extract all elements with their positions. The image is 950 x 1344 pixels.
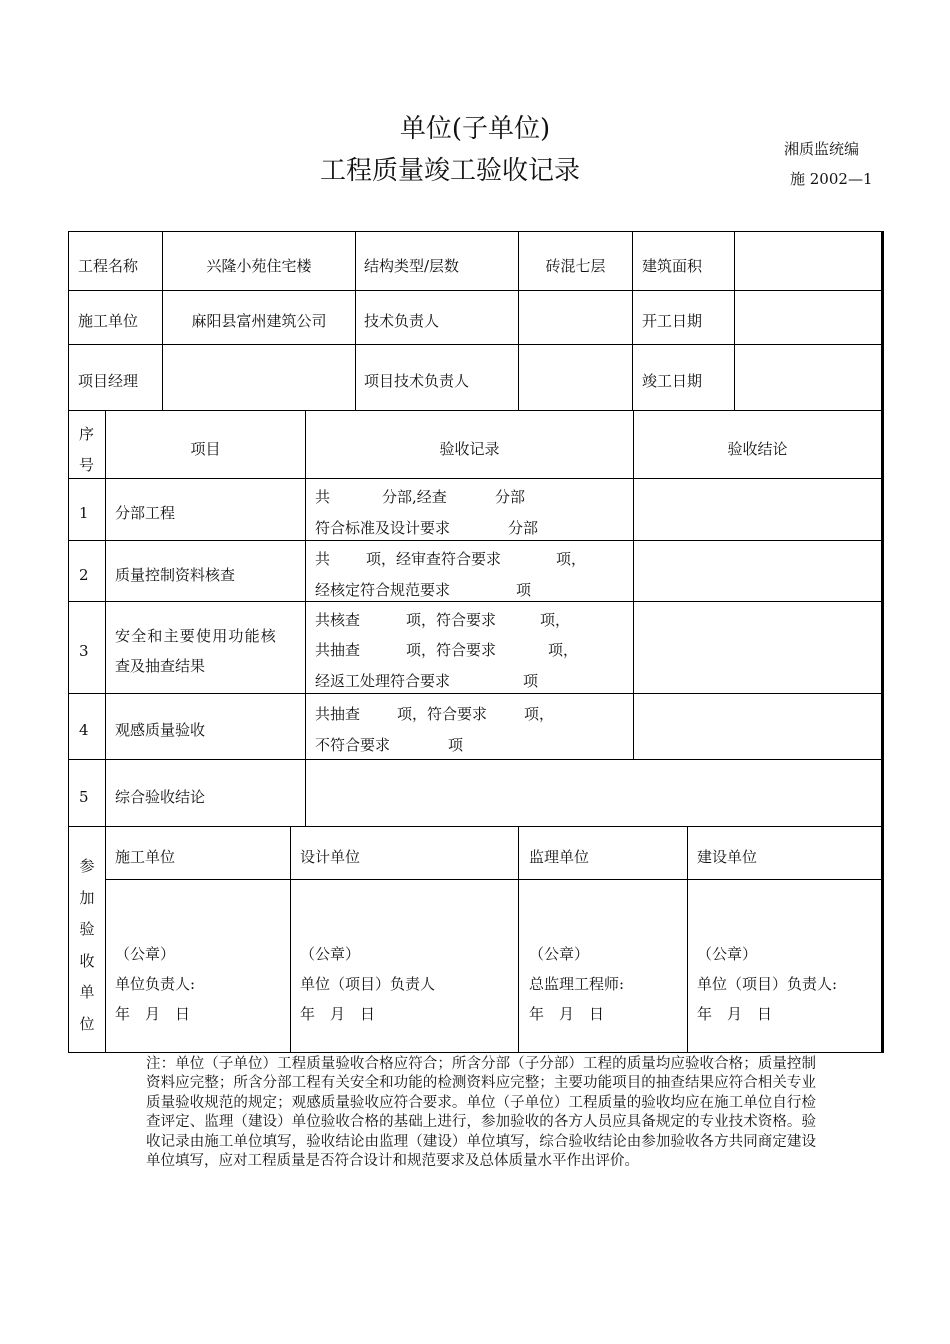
project-name-value: 兴隆小苑住宅楼 xyxy=(206,257,312,275)
row-line xyxy=(68,540,882,541)
signer-design: 单位（项目）负责人 xyxy=(300,975,436,993)
pm-label: 项目经理 xyxy=(78,372,139,390)
row-line xyxy=(68,601,882,602)
row-4-no: 4 xyxy=(79,721,89,739)
row-1-record-text: 分部 xyxy=(495,488,526,506)
contractor-value: 麻阳县富州建筑公司 xyxy=(191,312,327,330)
table-border-top xyxy=(68,231,884,232)
form-code-line2: 施 2002—1 xyxy=(790,170,873,188)
row-4-record-text: 不符合要求 xyxy=(315,736,391,754)
form-code-line1: 湘质监统编 xyxy=(784,140,860,158)
row-line xyxy=(68,290,882,291)
row-5-item: 综合验收结论 xyxy=(115,788,206,806)
col-line xyxy=(734,231,735,410)
date-design: 年 月 日 xyxy=(300,1005,376,1023)
table-border-right xyxy=(881,231,884,1053)
record-header: 验收记录 xyxy=(439,440,500,458)
row-3-no: 3 xyxy=(79,642,89,660)
row-3-item-line2: 查及抽查结果 xyxy=(115,657,206,675)
unit-name-contractor: 施工单位 xyxy=(115,848,176,866)
row-1-record-text: 符合标准及设计要求 xyxy=(315,519,451,537)
date-contractor: 年 月 日 xyxy=(115,1005,191,1023)
signer-supervision: 总监理工程师: xyxy=(529,975,625,993)
date-supervision: 年 月 日 xyxy=(529,1005,605,1023)
row-3-record-text: 项，符合要求 xyxy=(406,611,497,629)
row-4-record-text: 项 xyxy=(448,736,464,754)
row-2-record-text: 项，经审查符合要求 xyxy=(366,550,502,568)
row-line xyxy=(68,410,882,411)
row-2-record-text: 共 xyxy=(315,550,331,568)
finish-date-label: 竣工日期 xyxy=(642,372,703,390)
row-1-item: 分部工程 xyxy=(115,504,176,522)
participants-side-label: 参 加 验 收 单 位 xyxy=(79,857,95,1033)
col-line xyxy=(632,231,633,410)
page-title-line2: 工程质量竣工验收记录 xyxy=(319,156,580,186)
seq-header-1: 序 xyxy=(79,425,95,443)
row-3-record-text: 共核查 xyxy=(315,611,361,629)
row-3-record-text: 共抽查 xyxy=(315,641,361,659)
seal-supervision: （公章） xyxy=(529,945,590,963)
seal-design: （公章） xyxy=(300,945,361,963)
row-1-no: 1 xyxy=(79,504,89,522)
unit-name-supervision: 监理单位 xyxy=(529,848,590,866)
row-2-record-text: 经核定符合规范要求 xyxy=(315,581,451,599)
row-line xyxy=(68,759,882,760)
row-5-no: 5 xyxy=(79,788,89,806)
col-line xyxy=(290,826,291,1053)
row-4-record-text: 共抽查 xyxy=(315,705,361,723)
structure-label: 结构类型/层数 xyxy=(364,257,460,275)
unit-name-owner: 建设单位 xyxy=(697,848,758,866)
row-4-item: 观感质量验收 xyxy=(115,721,206,739)
row-3-record-text: 项， xyxy=(548,641,579,659)
col-line xyxy=(687,826,688,1053)
row-1-record-text: 共 xyxy=(315,488,331,506)
item-header: 项目 xyxy=(190,440,221,458)
row-line xyxy=(68,478,882,479)
col-line xyxy=(355,231,356,410)
col-line xyxy=(105,410,106,1053)
structure-value: 砖混七层 xyxy=(545,257,606,275)
page-title-line1: 单位(子单位) xyxy=(399,114,551,144)
row-3-record-text: 项， xyxy=(540,611,571,629)
unit-name-design: 设计单位 xyxy=(300,848,361,866)
row-1-record-text: 分部 xyxy=(508,519,539,537)
row-2-no: 2 xyxy=(79,566,89,584)
row-3-record-text: 经返工处理符合要求 xyxy=(315,672,451,690)
col-line xyxy=(633,410,634,759)
seal-owner: （公章） xyxy=(697,945,758,963)
table-border-left xyxy=(68,231,69,1053)
row-line xyxy=(68,826,882,827)
area-label: 建筑面积 xyxy=(642,257,703,275)
signer-contractor: 单位负责人: xyxy=(115,975,196,993)
tech-lead-label: 技术负责人 xyxy=(364,312,440,330)
col-line xyxy=(518,826,519,1053)
row-line xyxy=(68,693,882,694)
row-1-record-text: 分部,经查 xyxy=(382,488,447,506)
row-4-record-text: 项， xyxy=(524,705,555,723)
row-4-record-text: 项，符合要求 xyxy=(397,705,488,723)
date-owner: 年 月 日 xyxy=(697,1005,773,1023)
row-line xyxy=(105,879,882,880)
seq-header-2: 号 xyxy=(79,456,95,474)
row-2-record-text: 项， xyxy=(556,550,587,568)
row-3-record-text: 项 xyxy=(523,672,539,690)
row-3-record-text: 项，符合要求 xyxy=(406,641,497,659)
row-3-item-line1: 安全和主要使用功能核 xyxy=(115,627,278,645)
footnote: 注：单位（子单位）工程质量验收合格应符合；所含分部（子分部）工程的质量均应验收合格；质量控制资料应完整；所含分部工程有关安全和功能的检测资料应完整；主要功能项目的抽查结果应符合相关专业质量验收规范的规定；观感质量验收应符合要求。单位（子单位）工程质量的验收均应在施工单位自行检查评定、监理（建设）单位验收合格的基础上进行，参加验收的各方人员应具备规定的专业技术资格。验收记录由施工单位填写，验收结论由监理（建设）单位填写，综合验收结论由参加验收各方共同商定建设单位填写，应对工程质量是否符合设计和规范要求及总体质量水平作出评价。 xyxy=(146,1056,816,1170)
col-line xyxy=(305,410,306,826)
row-2-record-text: 项 xyxy=(516,581,532,599)
row-2-item: 质量控制资料核查 xyxy=(115,566,236,584)
seal-contractor: （公章） xyxy=(115,945,176,963)
contractor-label: 施工单位 xyxy=(78,312,139,330)
conclusion-header: 验收结论 xyxy=(727,440,788,458)
start-date-label: 开工日期 xyxy=(642,312,703,330)
project-name-label: 工程名称 xyxy=(78,257,139,275)
table-border-bottom xyxy=(68,1052,884,1053)
row-line xyxy=(68,344,882,345)
signer-owner: 单位（项目）负责人: xyxy=(697,975,838,993)
project-tech-lead-label: 项目技术负责人 xyxy=(364,372,470,390)
